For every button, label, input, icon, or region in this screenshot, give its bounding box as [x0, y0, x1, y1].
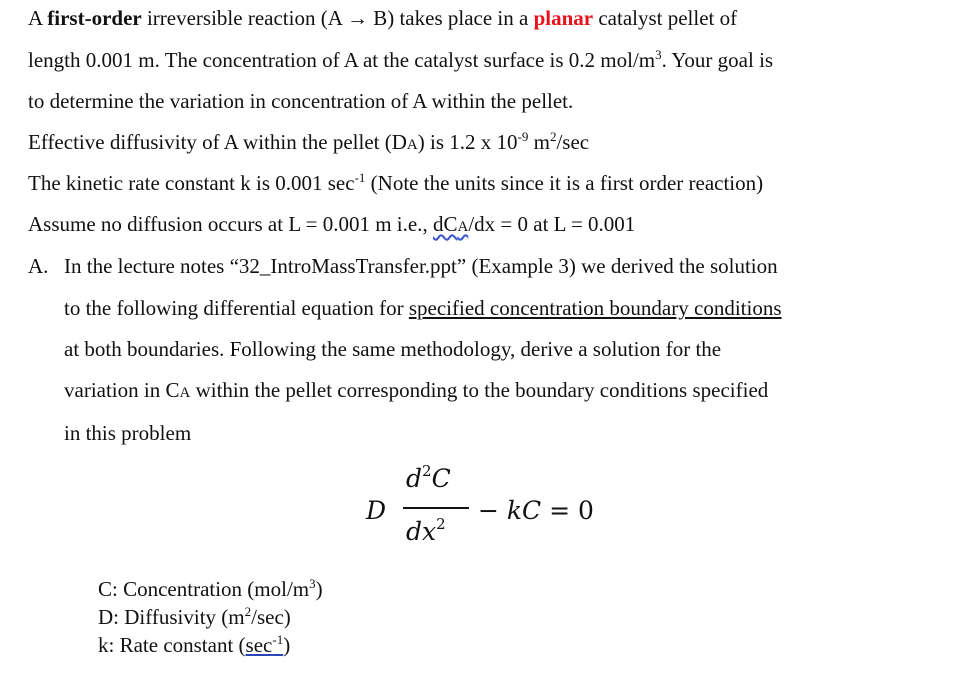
- subscript-a: A: [457, 219, 469, 235]
- text: sec: [245, 633, 273, 657]
- superscript: 2: [422, 462, 432, 480]
- fraction-bar: [403, 507, 469, 509]
- equation-remainder: [478, 496, 594, 525]
- problem-line-4: [28, 129, 589, 158]
- right-arrow-icon: →: [346, 6, 368, 30]
- equation-numerator: [406, 462, 451, 493]
- superscript: 2: [549, 129, 557, 144]
- text: dC: [432, 212, 458, 236]
- text: B) takes place in a: [367, 6, 534, 30]
- text: k: Rate constant (: [98, 633, 246, 657]
- part-a-line-5: in this problem: [64, 421, 192, 445]
- text: Effective diffusivity of A within the pellet (D: [28, 130, 407, 154]
- text: /dx = 0 at L = 0.001: [468, 212, 636, 236]
- text: to the following differential equation for: [64, 296, 409, 320]
- text: ) is 1.2 x 10: [417, 130, 518, 154]
- text: ): [283, 633, 291, 657]
- legend-item-c: [98, 575, 323, 603]
- text: C: Concentration (mol/m: [98, 577, 310, 601]
- text: D: Diffusivity (m: [98, 605, 245, 629]
- equals-sign: =: [549, 496, 571, 525]
- subscript-a: A: [179, 385, 191, 401]
- text: catalyst pellet of: [593, 6, 738, 30]
- equation-coefficient: D: [366, 496, 387, 525]
- first-order-emphasis: first-order: [47, 6, 142, 30]
- minus-sign: −: [478, 496, 499, 525]
- text: irreversible reaction (A: [141, 6, 347, 30]
- problem-line-6: [28, 211, 635, 240]
- text: 0: [578, 496, 594, 525]
- problem-line-2: [28, 47, 773, 73]
- part-a-line-3: at both boundaries. Following the same methodology, derive a solution for the: [64, 337, 722, 361]
- superscript: 2: [436, 515, 446, 533]
- text: /sec): [251, 605, 291, 629]
- text: within the pellet corresponding to the boundary conditions specified: [190, 378, 769, 402]
- legend-item-k: [98, 631, 323, 659]
- part-a-marker: A.: [28, 254, 49, 278]
- subscript-a: A: [406, 137, 418, 153]
- text: kC: [506, 496, 542, 525]
- planar-emphasis: planar: [533, 6, 594, 30]
- equation-denominator: [406, 515, 446, 546]
- part-a-line-4: [64, 377, 768, 406]
- spellcheck-flagged-term: [433, 212, 468, 236]
- text: . Your goal is: [661, 48, 774, 72]
- problem-line-1: [28, 5, 737, 31]
- part-a-line-2: [64, 295, 782, 321]
- superscript: 2: [244, 604, 252, 619]
- variable-legend: [98, 575, 323, 659]
- part-a-line-1: In the lecture notes “32_IntroMassTransfer.ppt” (Example 3) we derived the solution: [64, 254, 778, 278]
- text: length 0.001 m. The concentration of A at the catalyst surface is 0.2 mol/m: [28, 48, 656, 72]
- text: dx: [406, 517, 437, 546]
- superscript: 3: [655, 47, 662, 62]
- text: The kinetic rate constant k is 0.001 sec: [28, 171, 355, 195]
- superscript: 3: [309, 576, 316, 591]
- problem-line-5: [28, 170, 763, 196]
- text: C: [431, 464, 451, 493]
- text: /sec: [556, 130, 590, 154]
- underlined-phrase: specified concentration boundary conditions: [408, 296, 782, 320]
- superscript: -1: [354, 170, 366, 185]
- text: (Note the units since it is a first order reaction): [365, 171, 764, 195]
- underlined-unit: [246, 633, 284, 657]
- text: m: [528, 130, 550, 154]
- superscript: -1: [272, 632, 284, 647]
- legend-item-d: [98, 603, 323, 631]
- text: A: [28, 6, 48, 30]
- text: ): [315, 577, 323, 601]
- text: d: [406, 464, 423, 493]
- superscript: -9: [517, 129, 529, 144]
- problem-line-3: to determine the variation in concentration of A within the pellet.: [28, 89, 574, 113]
- text: Assume no diffusion occurs at L = 0.001 m i.e.,: [28, 212, 433, 236]
- text: variation in C: [64, 378, 180, 402]
